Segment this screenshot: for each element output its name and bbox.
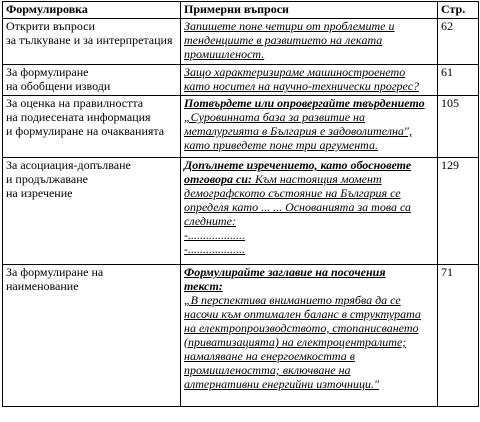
- question-cell: [181, 158, 438, 265]
- question-line: демографското състояние на България се: [184, 186, 401, 200]
- page-number-cell: 61: [438, 65, 479, 96]
- question-line: промишленост.: [184, 47, 265, 61]
- question-line: металургията в България е задоволителна",: [184, 124, 412, 138]
- question-line: Към настоящия момент: [251, 172, 382, 186]
- table-row: [3, 158, 479, 265]
- question-line: определя като ... ... Основанията за това са: [184, 200, 411, 214]
- formulation-line: на обобщени изводи: [6, 79, 111, 93]
- question-line: тенденциите в развитието на лекaта: [184, 33, 383, 47]
- question-line: „В перспектива вниманието трябва да се: [184, 293, 401, 307]
- formulation-line: и формулиране на очакванията: [6, 124, 165, 138]
- formulation-line: За оценка на правилността: [6, 96, 144, 110]
- formulation-line: и продължаване: [6, 172, 88, 186]
- formulation-cell: [3, 65, 181, 96]
- answer-blank: -...................: [184, 228, 245, 242]
- question-instruction: Потвърдете или опровергайте твърдението: [184, 96, 425, 110]
- page-number-cell: 129: [438, 158, 479, 265]
- question-line: промишлеността; включване на: [184, 363, 351, 377]
- formulation-line: За асоциация-допълване: [6, 158, 131, 172]
- header-sample-questions: Примерни въпроси: [181, 2, 438, 19]
- answer-blank: -...................: [184, 242, 245, 256]
- question-cell: [181, 96, 438, 158]
- header-page: Стр.: [438, 2, 479, 19]
- formulation-cell: [3, 265, 181, 407]
- formulation-line: наименование: [6, 279, 79, 293]
- question-line: (приватизацията) на електроцентралите;: [184, 335, 407, 349]
- question-line: следните:: [184, 214, 236, 228]
- question-instruction: Допълнете изречението, като обосновете: [184, 158, 412, 172]
- question-cell: [181, 265, 438, 407]
- table-row: [3, 19, 479, 65]
- question-line: Защо характеризираме машиностроенето: [184, 65, 406, 79]
- formulation-line: за тълкуване и за интерпретация: [6, 33, 173, 47]
- table-row: [3, 96, 479, 158]
- formulation-line: на изречение: [6, 186, 73, 200]
- header-formulation: Формулировка: [3, 2, 181, 19]
- question-line: алтернативни енергийни източници.": [184, 377, 379, 391]
- question-cell: [181, 65, 438, 96]
- page-number-cell: 62: [438, 19, 479, 65]
- formulation-cell: [3, 19, 181, 65]
- formulation-line: За формулиране: [6, 65, 89, 79]
- formulation-line: За формулиране на: [6, 265, 104, 279]
- question-line: намаляване на енергоемкостта в: [184, 349, 355, 363]
- page-number-cell: 71: [438, 265, 479, 407]
- page-number-cell: 105: [438, 96, 479, 158]
- question-instruction: текст:: [184, 279, 223, 293]
- questions-table: [2, 1, 479, 407]
- table-row: [3, 265, 479, 407]
- table-row: [3, 65, 479, 96]
- question-instruction: отговора си:: [184, 172, 252, 186]
- question-line: като носител на научно-технически прогрес?: [184, 79, 420, 93]
- question-line: като приведете поне три аргумента.: [184, 138, 378, 152]
- question-instruction: Формулирайте заглавие на посочения: [184, 265, 386, 279]
- question-line: „Суровинната база за развитие на: [184, 110, 366, 124]
- question-line: Запишете поне четири от проблемите и: [184, 19, 395, 33]
- table-header-row: [3, 2, 479, 19]
- question-line: насочи към оптимален баланс в структурата: [184, 307, 421, 321]
- question-line: на електропроизводството, стопанисването: [184, 321, 419, 335]
- formulation-cell: [3, 158, 181, 265]
- formulation-line: на подиесената информация: [6, 110, 151, 124]
- formulation-line: Открити въпроси: [6, 19, 95, 33]
- question-cell: [181, 19, 438, 65]
- formulation-cell: [3, 96, 181, 158]
